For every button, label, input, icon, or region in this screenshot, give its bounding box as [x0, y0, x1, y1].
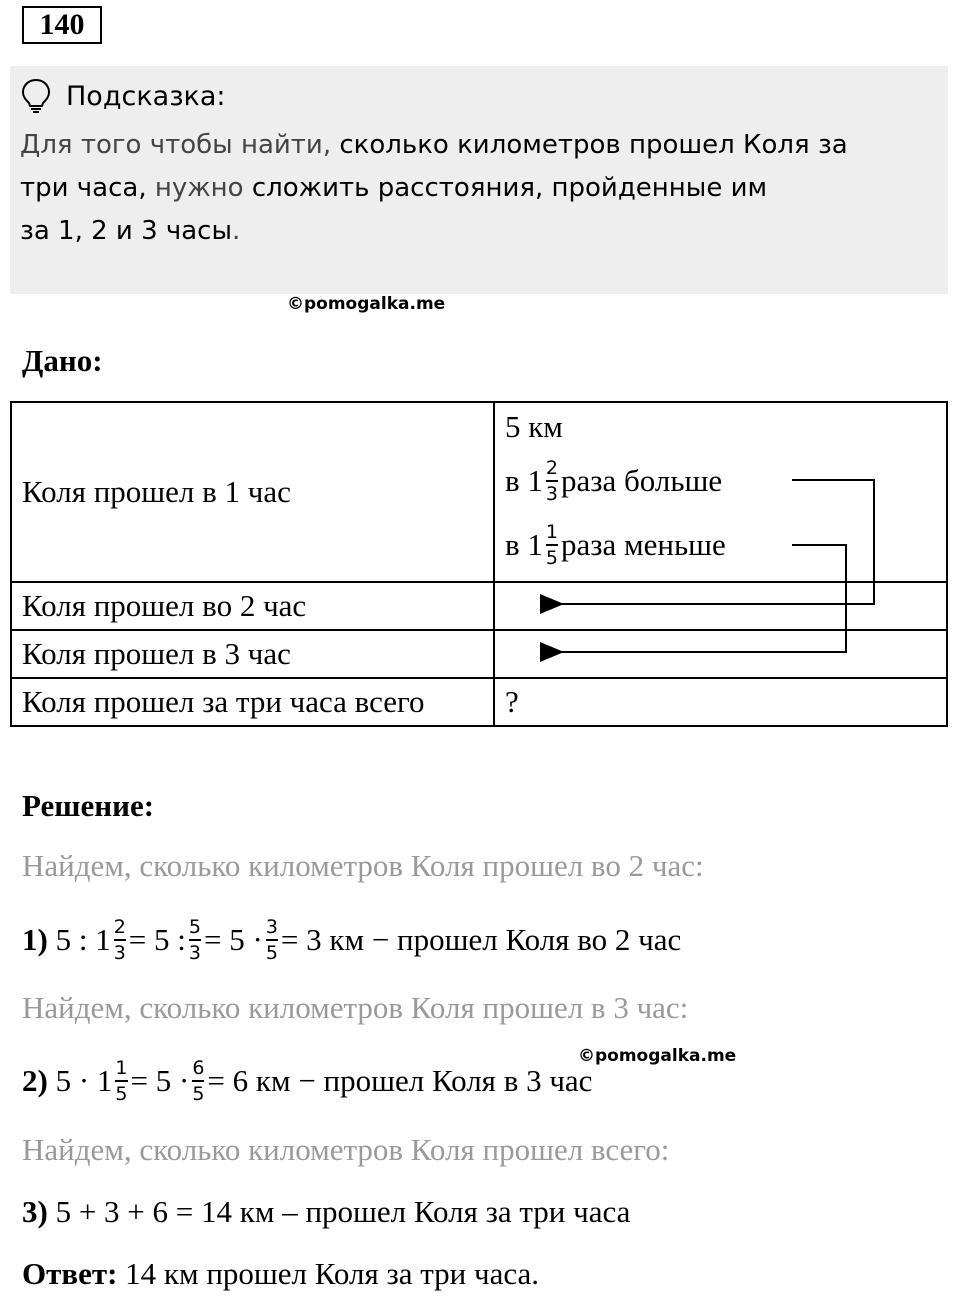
step2-part-a: 5 · 1 [55, 1063, 113, 1098]
table-row [11, 582, 947, 630]
frac-den: 5 [192, 1083, 205, 1105]
row1-right [494, 402, 947, 582]
step3-number: 3) [22, 1194, 48, 1229]
step1-line [22, 912, 681, 968]
watermark: ©pomogalka.me [578, 1046, 737, 1066]
hint-line3-bold: за 1, 2 и 3 часы [20, 216, 232, 246]
answer-label: Ответ: [22, 1256, 118, 1291]
fraction [266, 917, 278, 963]
step2-part-c: = 6 км − прошел Коля в 3 час [207, 1063, 593, 1098]
step1-number: 1) [22, 922, 48, 957]
fraction [115, 1058, 127, 1104]
hint-line2-bold-a: три часа, [20, 173, 147, 203]
frac-den: 3 [188, 942, 201, 964]
frac-num: 1 [545, 521, 558, 543]
cond-less-suffix: раза меньше [560, 527, 726, 562]
frac-num: 6 [192, 1057, 205, 1079]
row2-right [494, 582, 947, 630]
row4-left: Коля прошел за три часа всего [11, 678, 494, 726]
frac-den: 5 [545, 547, 558, 569]
frac-num: 5 [188, 916, 201, 938]
frac-num: 3 [265, 916, 278, 938]
cond-less [505, 513, 936, 577]
cond-more [505, 449, 936, 513]
step2-part-b: = 5 · [130, 1063, 190, 1098]
hint-line3-end: . [232, 216, 241, 246]
problem-number: 140 [22, 6, 102, 44]
table-row [11, 630, 947, 678]
table-row [11, 402, 947, 582]
step2-number: 2) [22, 1063, 48, 1098]
hint-header [20, 78, 226, 114]
frac-den: 3 [545, 483, 558, 505]
hint-box [10, 66, 948, 294]
frac-num: 2 [113, 916, 126, 938]
cond-more-prefix: в 1 [505, 463, 543, 498]
hint-text [20, 124, 920, 253]
step2-line [22, 1053, 592, 1109]
step3-text: 5 + 3 + 6 = 14 км – прошел Коля за три часа [55, 1194, 631, 1229]
solution-label: Решение: [22, 788, 155, 823]
step3-line [22, 1194, 630, 1230]
step1-part-c: = 5 · [204, 922, 263, 957]
fraction [114, 917, 126, 963]
answer-text: 14 км прошел Коля за три часа. [125, 1256, 539, 1291]
fraction [546, 522, 558, 568]
frac-den: 5 [115, 1083, 128, 1105]
given-table [10, 401, 948, 727]
frac-num: 2 [545, 457, 558, 479]
cond-more-suffix: раза больше [560, 463, 723, 498]
given-label: Дано: [22, 343, 103, 378]
frac-num: 1 [115, 1057, 128, 1079]
step1-intro: Найдем, сколько километров Коля прошел во 2 час: [22, 848, 704, 883]
cond-value: 5 км [505, 409, 563, 444]
row3-left: Коля прошел в 3 час [11, 630, 494, 678]
step1-part-b: = 5 : [128, 922, 186, 957]
step2-intro: Найдем, сколько километров Коля прошел в 3 час: [22, 990, 689, 1025]
fraction [192, 1058, 204, 1104]
step1-part-d: = 3 км − прошел Коля во 2 час [280, 922, 682, 957]
frac-den: 5 [265, 942, 278, 964]
row1-left: Коля прошел в 1 час [11, 402, 494, 582]
hint-line2-bold-b: сложить расстояния, пройденные им [251, 173, 768, 203]
lightbulb-icon [20, 78, 52, 114]
watermark: ©pomogalka.me [287, 294, 446, 314]
fraction [189, 917, 201, 963]
table-row [11, 678, 947, 726]
step3-intro: Найдем, сколько километров Коля прошел всего: [22, 1132, 670, 1167]
row4-right: ? [494, 678, 947, 726]
hint-title: Подсказка: [66, 80, 226, 112]
frac-den: 3 [113, 942, 126, 964]
hint-line1-bold: сколько километров прошел Коля за [339, 130, 848, 160]
row2-left: Коля прошел во 2 час [11, 582, 494, 630]
hint-line1-normal: Для того чтобы найти, [20, 130, 340, 160]
cond-less-prefix: в 1 [505, 527, 543, 562]
answer-line [22, 1256, 539, 1292]
hint-line2-normal: нужно [146, 173, 252, 203]
row3-right [494, 630, 947, 678]
fraction [546, 458, 558, 504]
step1-part-a: 5 : 1 [55, 922, 111, 957]
